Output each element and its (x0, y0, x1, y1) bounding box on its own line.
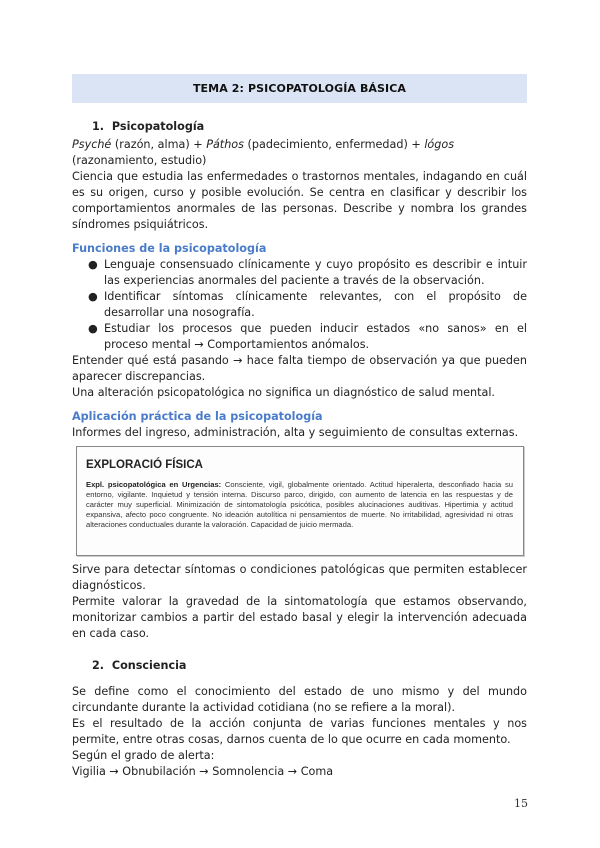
functions-list (72, 257, 527, 353)
page-title (72, 74, 527, 103)
page-number: 15 (514, 797, 528, 810)
report-card-title: EXPLORACIÓ FÍSICA (86, 459, 203, 471)
document-page (72, 74, 527, 780)
functions-heading: Funciones de la psicopatología (72, 242, 267, 255)
alert-degree-scale: Vigilia → Obnubilación → Somnolencia → Coma (72, 765, 334, 778)
alert-degree-label: Según el grado de alerta: (72, 749, 215, 762)
section-1-number: 1. (92, 120, 105, 133)
page-title-text: TEMA 2: PSICOPATOLOGÍA BÁSICA (192, 81, 407, 95)
bullet-icon: ● (88, 290, 98, 303)
etym-pathos: Páthos (206, 138, 244, 151)
section-1-heading (92, 119, 527, 135)
application-heading: Aplicación práctica de la psicopatología (72, 410, 323, 423)
list-item: ● Lenguaje consensuado clínicamente y cuyo propósito es describir e intuir las experiencias anormales del paciente a través de la observación. (88, 258, 527, 287)
definition-paragraph: Ciencia que estudia las enfermedades o trastornos mentales, indagando en cuál es su origen, curso y posible evolución. Se centra en clasificar y describir los comportamientos anormales de las personas. Describe y nombra los grandes síndromes psiquiátricos. (72, 170, 527, 231)
assess-paragraph: Permite valorar la gravedad de la sintomatología que estamos observando, monitorizar cambios a partir del estado basal y elegir la intervención adecuada en cada caso. (72, 595, 527, 640)
alteration-paragraph: Una alteración psicopatológica no significa un diagnóstico de salud mental. (72, 386, 495, 399)
etymology (72, 137, 527, 169)
section-1-title: Psicopatología (111, 120, 205, 133)
consciousness-result: Es el resultado de la acción conjunta de varias funciones mentales y nos permite, entre otras cosas, darnos cuenta de lo que ocurre en cada momento. (72, 717, 527, 746)
section-2-heading (92, 658, 527, 674)
section-2-title: Consciencia (111, 659, 187, 672)
etym-pathos-gloss: (padecimiento, enfermedad) + (243, 138, 425, 151)
etym-psyche: Psyché (72, 138, 112, 151)
report-card-label: Expl. psicopatológica en Urgencias: (86, 480, 222, 489)
report-card-body (86, 480, 513, 530)
consciousness-definition: Se define como el conocimiento del estado de uno mismo y del mundo circundante durante la actividad cotidiana (no se refiere a la moral). (72, 685, 527, 714)
bullet-icon: ● (88, 322, 98, 335)
etym-logos: lógos (424, 138, 455, 151)
etym-psyche-gloss: (razón, alma) + (111, 138, 207, 151)
report-card-text: Consciente, vigil, globalmente orientado. Actitud hiperalerta, desconfiado hacia su entorno, vigilante. Inquietud y tensión interna. Discurso parco, dirigido, con aumento de latencia en las respuestas y de carácter muy superficial. Minimización de sintomatología psicótica, posibles alucinaciones auditivas. Hipertimia y actitud expansiva, afecto poco congruente. No ideación autolítica ni pensamientos de muerte. No irritabilidad, agresividad ni otras alteraciones conductuales durante la valoración. Capacidad de juicio mermada. (86, 480, 513, 529)
etym-logos-gloss: (razonamiento, estudio) (72, 154, 207, 167)
report-card (76, 446, 524, 556)
detect-paragraph: Sirve para detectar síntomas o condiciones patológicas que permiten establecer diagnósticos. (72, 563, 527, 592)
reports-paragraph: Informes del ingreso, administración, alta y seguimiento de consultas externas. (72, 426, 519, 439)
list-item: ● Identificar síntomas clínicamente relevantes, con el propósito de desarrollar una nosografía. (88, 290, 527, 319)
bullet-icon: ● (88, 258, 98, 271)
list-item: ● Estudiar los procesos que pueden inducir estados «no sanos» en el proceso mental → Comportamientos anómalos. (88, 322, 527, 351)
section-2-number: 2. (92, 659, 105, 672)
understand-paragraph: Entender qué está pasando → hace falta tiempo de observación ya que pueden aparecer discrepancias. (72, 354, 527, 383)
